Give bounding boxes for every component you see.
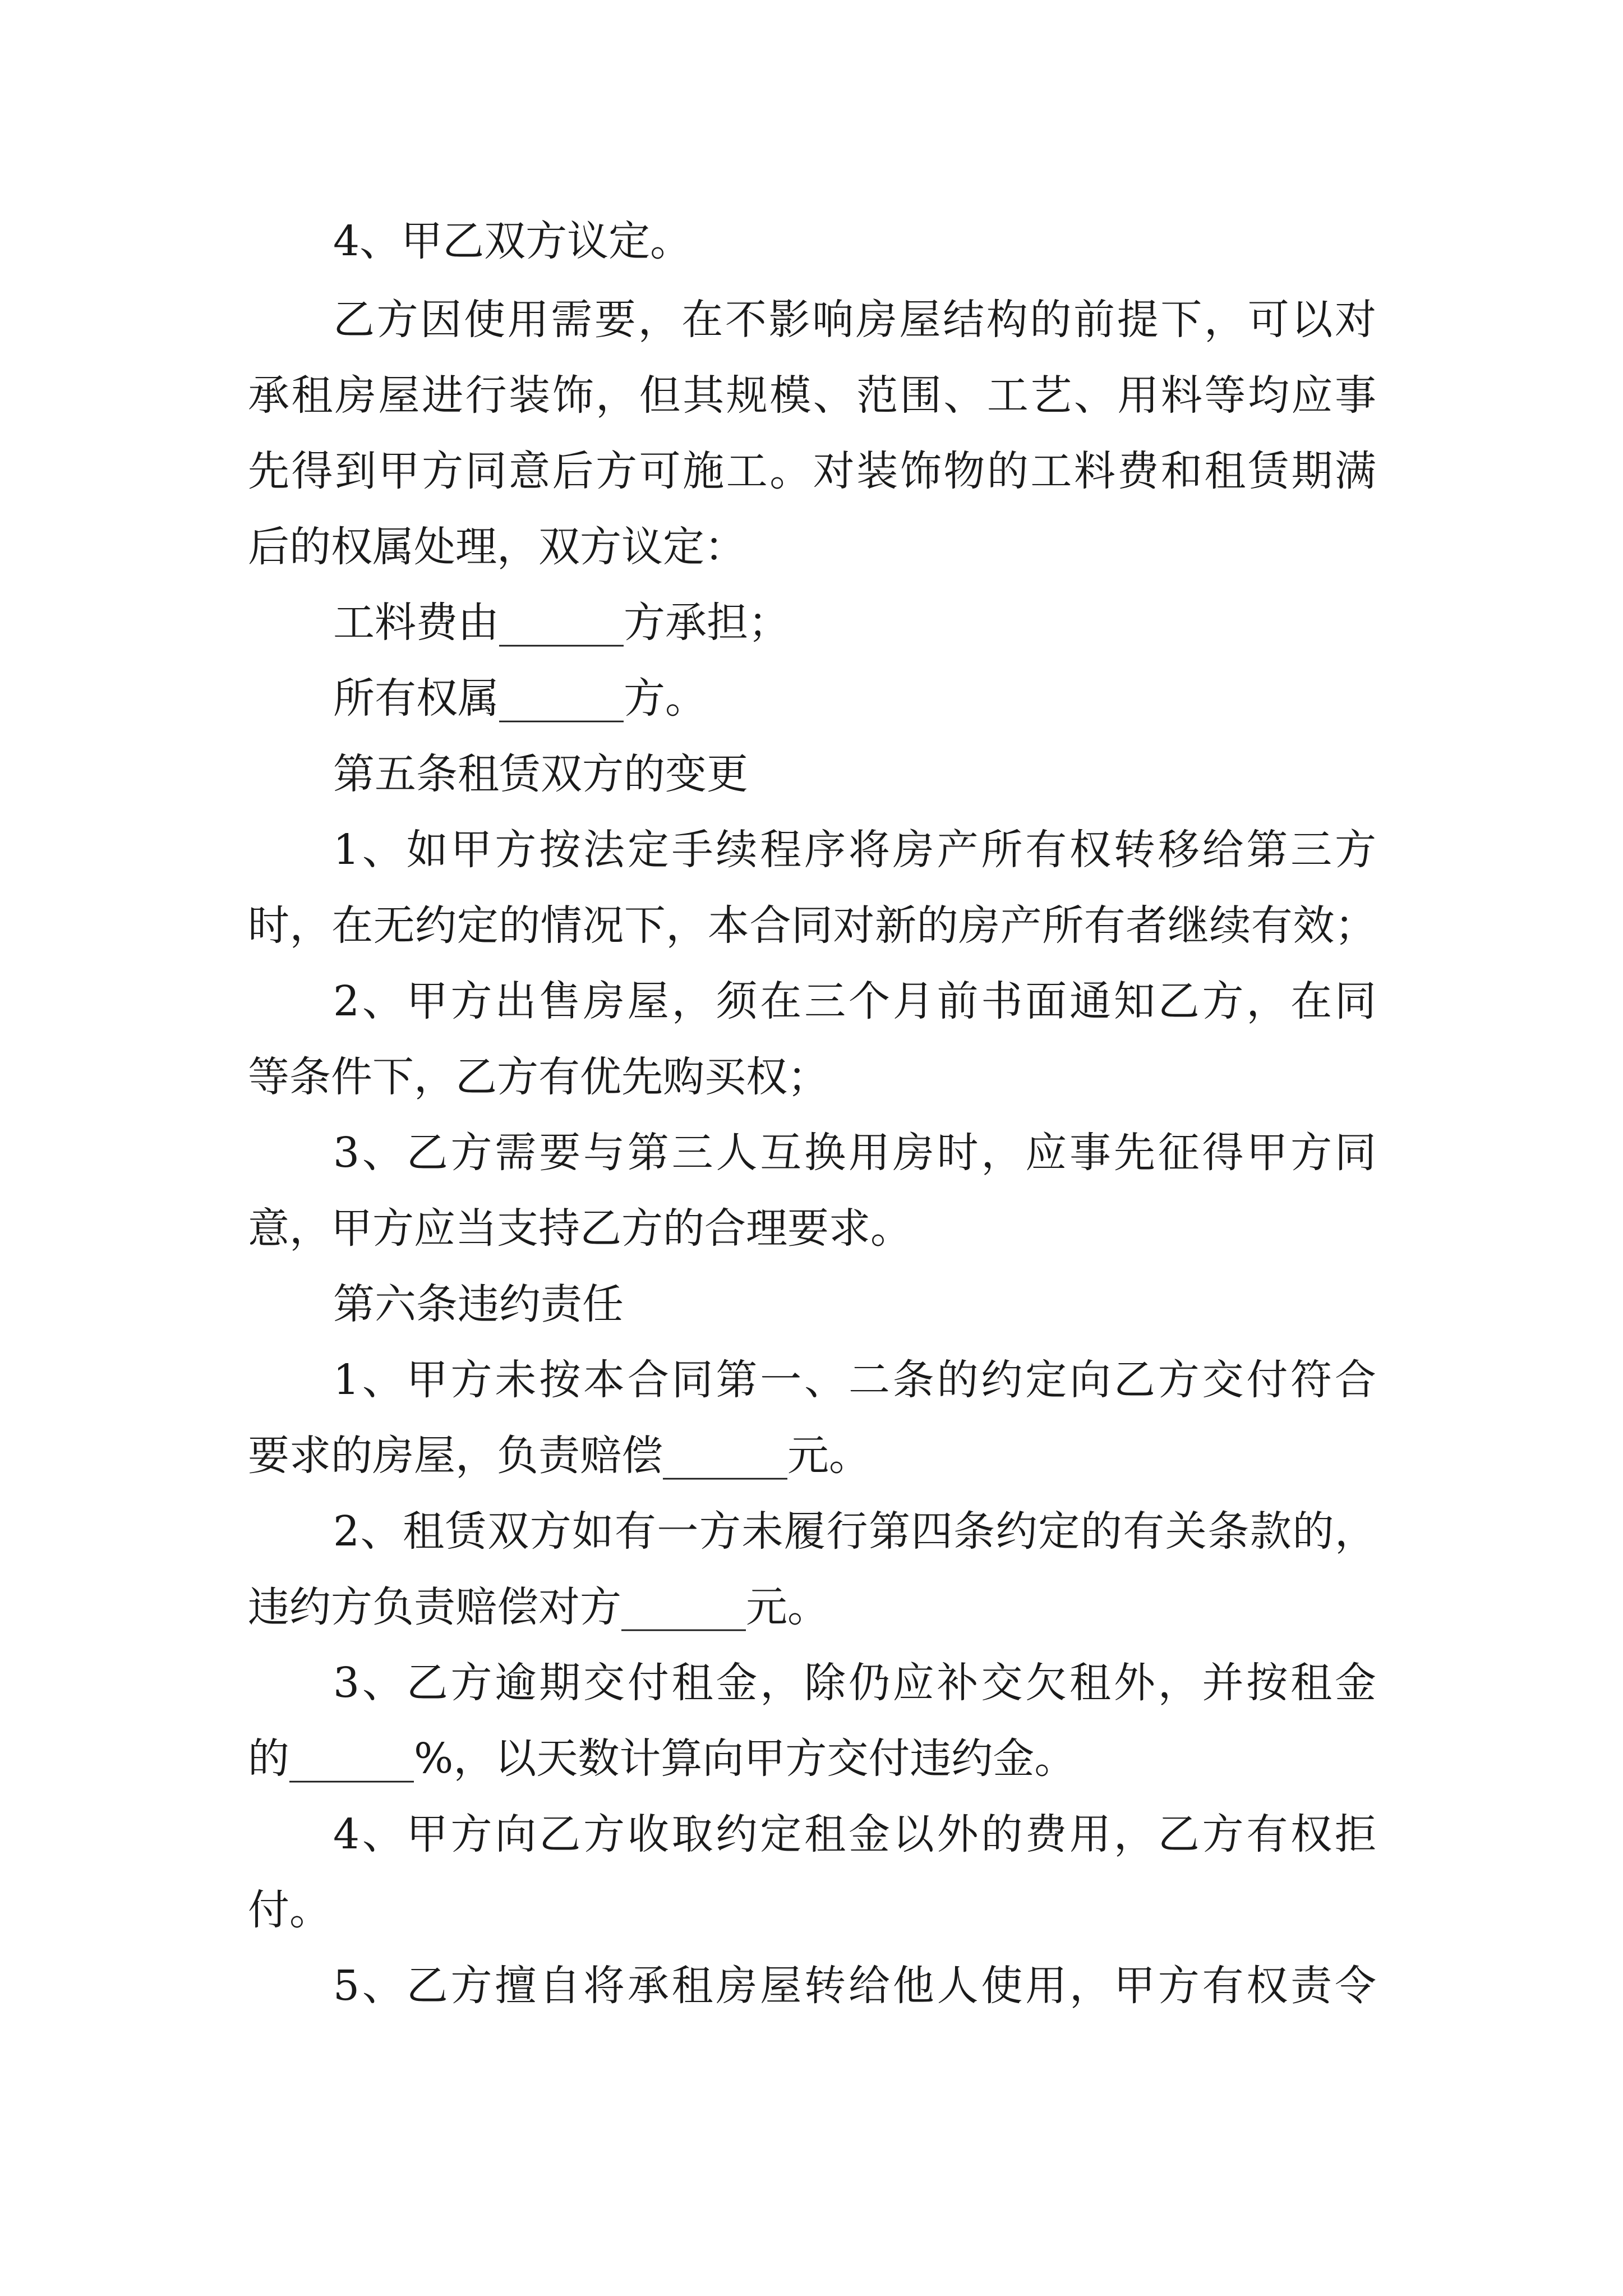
section-heading: 第五条租赁双方的变更 bbox=[333, 750, 748, 798]
text-line: 1、如甲方按法定手续程序将房产所有权转移给第三方 bbox=[333, 826, 1376, 874]
text-line: 等条件下，乙方有优先购买权； bbox=[248, 1053, 829, 1101]
text-line: 1、甲方未按本合同第一、二条的约定向乙方交付符合 bbox=[333, 1356, 1376, 1404]
text-line: 意，甲方应当支持乙方的合理要求。 bbox=[248, 1204, 912, 1253]
text-line: 时，在无约定的情况下，本合同对新的房产所有者继续有效； bbox=[248, 901, 1376, 950]
text-line: 2、租赁双方如有一方未履行第四条约定的有关条款的， bbox=[333, 1507, 1376, 1556]
text-line: 5、乙方擅自将承租房屋转给他人使用，甲方有权责令 bbox=[333, 1962, 1376, 2010]
text-line: 4、甲方向乙方收取约定租金以外的费用，乙方有权拒 bbox=[333, 1810, 1376, 1858]
text-line: 先得到甲方同意后方可施工。对装饰物的工料费和租赁期满 bbox=[248, 447, 1376, 495]
text-line: 承租房屋进行装饰，但其规模、范围、工艺、用料等均应事 bbox=[248, 371, 1376, 420]
text-line: 的______%，以天数计算向甲方交付违约金。 bbox=[248, 1734, 1076, 1783]
text-line: 所有权属______方。 bbox=[333, 674, 707, 723]
text-line: 乙方因使用需要，在不影响房屋结构的前提下，可以对 bbox=[333, 296, 1376, 344]
text-line: 2、甲方出售房屋，须在三个月前书面通知乙方，在同 bbox=[333, 977, 1376, 1025]
text-line: 违约方负责赔偿对方______元。 bbox=[248, 1583, 829, 1631]
text-line: 4、甲乙双方议定。 bbox=[333, 217, 692, 265]
text-line: 后的权属处理，双方议定： bbox=[248, 523, 746, 571]
text-line: 工料费由______方承担； bbox=[333, 599, 790, 647]
text-line: 付。 bbox=[248, 1886, 331, 1934]
text-line: 3、乙方逾期交付租金，除仍应补交欠租外，并按租金 bbox=[333, 1659, 1376, 1707]
text-line: 3、乙方需要与第三人互换用房时，应事先征得甲方同 bbox=[333, 1129, 1376, 1177]
text-line: 要求的房屋，负责赔偿______元。 bbox=[248, 1432, 870, 1480]
section-heading: 第六条违约责任 bbox=[333, 1280, 624, 1328]
